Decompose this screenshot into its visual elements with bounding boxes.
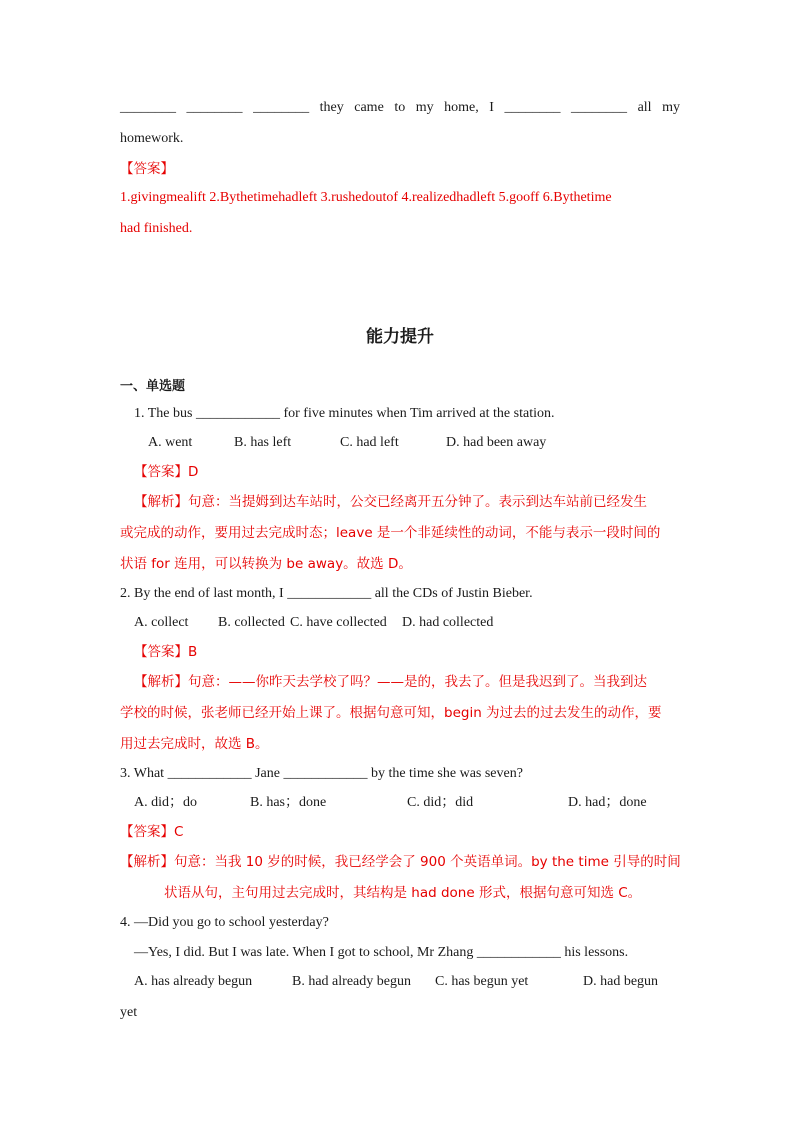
fill-blank-line: ________ ________ ________ they came to my home, I ________ ________ all my (120, 100, 680, 115)
answer-text: 1.givingmealift 2.Bythetimehadleft 3.rushedoutof 4.realizedhadleft 5.gooff 6.Bythetime (120, 190, 612, 205)
answer: 【答案】C (120, 824, 184, 840)
option-c: C. has begun yet (435, 974, 529, 989)
analysis-line: 用过去完成时，故选 B。 (120, 736, 269, 752)
option-a: A. collect (134, 615, 189, 630)
option-d: D. had been away (446, 435, 547, 450)
option-b: B. had already begun (292, 974, 411, 989)
option-a: A. went (148, 435, 193, 450)
section-title: 能力提升 (366, 327, 434, 347)
question-options (148, 433, 708, 453)
option-a: A. has already begun (134, 974, 253, 989)
option-b: B. has left (234, 435, 292, 450)
option-a: A. did；do (134, 795, 197, 810)
analysis-line: 或完成的动作，要用过去完成时态；leave 是一个非延续性的动词，不能与表示一段时间的 (120, 525, 661, 541)
option-c: C. had left (340, 435, 399, 450)
analysis-line: 【解析】句意：当我 10 岁的时候，我已经学会了 900 个英语单词。by the time 引导的时间 (120, 854, 681, 870)
answer-label: 【答案】 (120, 161, 174, 177)
option-b: B. has；done (250, 795, 327, 810)
analysis-line: 【解析】句意：——你昨天去学校了吗？——是的，我去了。但是我迟到了。当我到达 (134, 674, 647, 690)
question-options (134, 793, 694, 813)
answer-text-cont: had finished. (120, 221, 193, 236)
question-stem-cont: —Yes, I did. But I was late. When I got to school, Mr Zhang ____________ his lessons. (134, 945, 629, 960)
option-c: C. did；did (407, 795, 474, 810)
analysis-line: 状语从句，主句用过去完成时，其结构是 had done 形式，根据句意可知选 C。 (164, 885, 642, 901)
analysis-line: 【解析】句意：当提姆到达车站时，公交已经离开五分钟了。表示到达车站前已经发生 (134, 494, 647, 510)
question-stem: 1. The bus ____________ for five minutes when Tim arrived at the station. (134, 406, 555, 421)
question-options (134, 613, 694, 633)
section-heading: 一、单选题 (120, 379, 186, 394)
option-d: D. had；done (568, 795, 647, 810)
question-stem: 2. By the end of last month, I ____________ all the CDs of Justin Bieber. (120, 586, 533, 601)
answer: 【答案】B (134, 644, 198, 660)
option-d: D. had begun (583, 974, 659, 989)
option-b: B. collected (218, 615, 285, 630)
question-stem: 4. —Did you go to school yesterday? (120, 915, 329, 930)
question-options (134, 972, 694, 992)
option-d-cont: yet (120, 1005, 138, 1020)
option-d: D. had collected (402, 615, 494, 630)
answer: 【答案】D (134, 464, 199, 480)
analysis-line: 学校的时候，张老师已经开始上课了。根据句意可知，begin 为过去的过去发生的动作，要 (120, 705, 662, 721)
option-c: C. have collected (290, 615, 387, 630)
fill-blank-line-cont: homework. (120, 131, 184, 146)
analysis-line: 状语 for 连用，可以转换为 be away。故选 D。 (120, 556, 412, 572)
question-stem: 3. What ____________ Jane ____________ by the time she was seven? (120, 766, 523, 781)
